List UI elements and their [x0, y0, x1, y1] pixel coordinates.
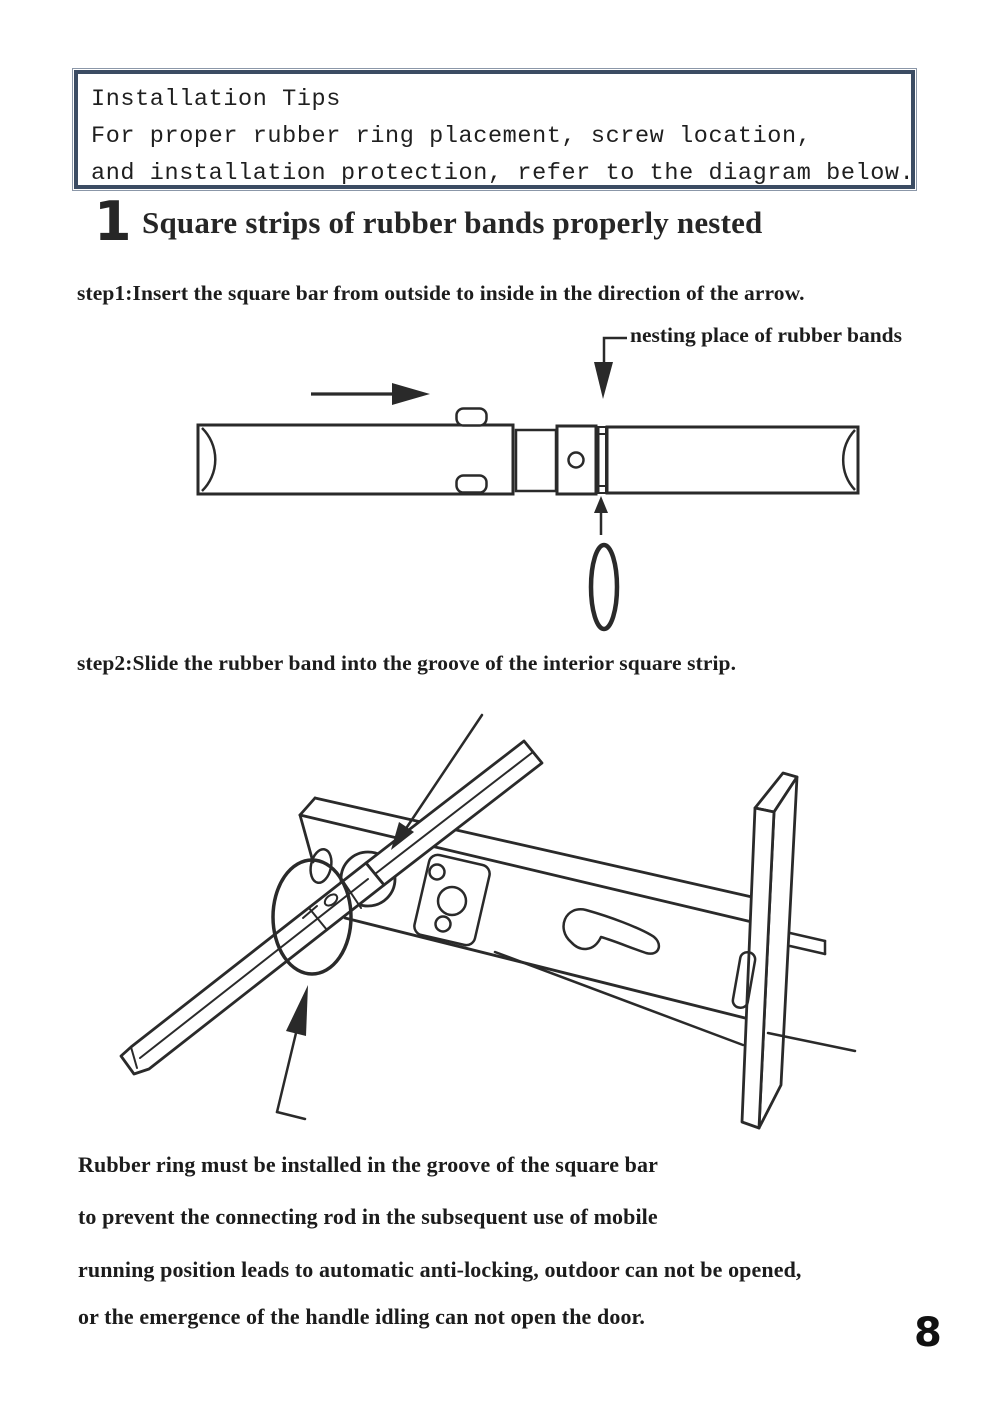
diagram-square-bar-illustration	[0, 310, 1000, 645]
spindle-hole	[438, 887, 466, 915]
outside-square-bar	[198, 409, 513, 495]
square-spindle-lower	[121, 863, 384, 1074]
step1-caption: step1:Insert the square bar from outside to inside in the direction of the arrow.	[77, 281, 805, 305]
tips-line: and installation protection, refer to the diagram below.	[91, 160, 915, 187]
tips-line: For proper rubber ring placement, screw location,	[91, 123, 812, 150]
retainer-tab-bottom	[457, 476, 487, 493]
faceplate	[742, 773, 797, 1128]
screw-hole-bottom	[436, 917, 451, 932]
note-line: running position leads to automatic anti-locking, outdoor can not be opened,	[78, 1257, 802, 1282]
inside-square-bar	[607, 427, 858, 493]
case-slot-cutout	[564, 909, 659, 953]
note-line: Rubber ring must be installed in the groove of the square bar	[78, 1152, 658, 1177]
right-direction-arrow-icon	[311, 383, 430, 405]
retainer-tab-top	[457, 409, 487, 426]
tips-title: Installation Tips	[91, 86, 341, 113]
screw-plate	[413, 853, 492, 947]
diagram1-annotation-label: nesting place of rubber bands	[630, 323, 902, 347]
connector-sections	[516, 426, 606, 494]
section-title: Square strips of rubber bands properly nested	[142, 205, 763, 240]
step2-caption: step2:Slide the rubber band into the groove of the interior square strip.	[77, 651, 737, 675]
diagram-lock-body-illustration	[0, 690, 1000, 1150]
installation-tips-box	[74, 70, 915, 189]
page-number: 8	[914, 1310, 942, 1356]
screw-hole-top	[430, 865, 445, 880]
note-line: to prevent the connecting rod in the subsequent use of mobile	[78, 1204, 658, 1229]
lock-case	[300, 798, 752, 1045]
note-line: or the emergence of the handle idling can not open the door.	[78, 1304, 645, 1329]
groove-pointer-arrow-icon	[594, 496, 608, 535]
annotation-leader-arrow-icon	[594, 338, 627, 399]
rubber-band-ring	[591, 545, 617, 629]
rubber-band-groove	[599, 427, 607, 493]
section-number: 1	[94, 190, 132, 253]
square-spindle-upper	[366, 741, 542, 885]
ring-pointer-arrow-icon	[277, 985, 308, 1119]
